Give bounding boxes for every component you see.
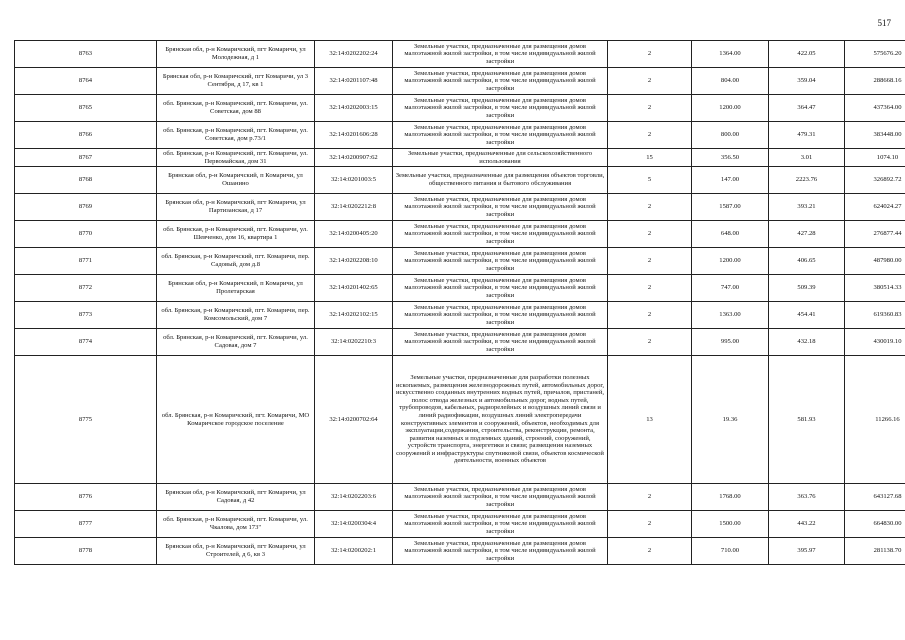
table-row [15,275,905,302]
cadastral-number-cell: 32:14:0202210:3 [315,329,393,356]
land-use-cell: Земельные участки, предназначенные для размещения домов малоэтажной жилой застройки, в том числе индивидуальной жилой застройки [393,95,608,122]
cadastral-value-cell: 326892.72 [845,167,905,194]
cadastral-number-cell: 32:14:0202203:6 [315,484,393,511]
row-number: 8764 [15,68,157,95]
land-use-cell: Земельные участки, предназначенные для размещения объектов торговли, общественного питания и бытового обслуживания [393,167,608,194]
specific-value-cell: 364.47 [769,95,845,122]
address-cell: обл. Брянская, р-н Комаричский, пгт. Комаричи, ул. Советская, дом р.73/1 [157,122,315,149]
cadastral-value-cell: 487980.00 [845,248,905,275]
row-number: 8772 [15,275,157,302]
area-cell: 1200.00 [692,95,769,122]
land-registry-table [14,40,905,565]
cadastral-value-cell: 437364.00 [845,95,905,122]
address-cell: Брянская обл, р-н Комаричский, пгт Комаричи, ул 3 Сентября, д 17, кв 1 [157,68,315,95]
row-number: 8775 [15,356,157,484]
cadastral-number-cell: 32:14:0201107:48 [315,68,393,95]
cadastral-number-cell: 32:14:0201402:65 [315,275,393,302]
group-number-cell: 15 [608,149,692,167]
row-number: 8771 [15,248,157,275]
cadastral-number-cell: 32:14:0201003:5 [315,167,393,194]
address-cell: Брянская обл, р-н Комаричский, пгт Комаричи, ул Партизанская, д 17 [157,194,315,221]
land-use-cell: Земельные участки, предназначенные для размещения домов малоэтажной жилой застройки, в том числе индивидуальной жилой застройки [393,511,608,538]
area-cell: 1200.00 [692,248,769,275]
address-cell: обл. Брянская, р-н Комаричский, пгт. Комаричи, ул. Первомайская, дом 31 [157,149,315,167]
group-number-cell: 2 [608,275,692,302]
table-row [15,95,905,122]
specific-value-cell: 2223.76 [769,167,845,194]
cadastral-number-cell: 32:14:0200304:4 [315,511,393,538]
address-cell: Брянская обл, р-н Комаричский, пгт Комаричи, ул Строителей, д 6, кв 3 [157,538,315,565]
specific-value-cell: 359.04 [769,68,845,95]
cadastral-number-cell: 32:14:0202202:24 [315,41,393,68]
row-number: 8778 [15,538,157,565]
cadastral-value-cell: 664830.00 [845,511,905,538]
land-use-cell: Земельные участки, предназначенные для размещения домов малоэтажной жилой застройки, в том числе индивидуальной жилой застройки [393,329,608,356]
row-number: 8769 [15,194,157,221]
cadastral-value-cell: 1074.10 [845,149,905,167]
land-use-cell: Земельные участки, предназначенные для размещения домов малоэтажной жилой застройки, в том числе индивидуальной жилой застройки [393,275,608,302]
specific-value-cell: 479.31 [769,122,845,149]
row-number: 8776 [15,484,157,511]
row-number: 8767 [15,149,157,167]
table-row [15,248,905,275]
row-number: 8774 [15,329,157,356]
land-use-cell: Земельные участки, предназначенные для разработки полезных ископаемых, размещения железнодорожных путей, автомобильных дорог, искусственно созданных внутренних водных путей, причалов, пристаней, полос отвода железных и автомобильных дорог, водных путей, трубопроводов, кабельных, радиорелейных и воздушных линий связи и линий радиофикации, воздушных линий электропередачи конструктивных элементов и сооружений, объектов, необходимых для эксплуатации,содержания, строительства, реконструкции, ремонта, развития наземных и подземных зданий, строений, сооружений, устройств транспорта, энергетики и связи; размещения наземных сооружений и инфраструктуры спутниковой связи, объектов космической деятельности, военных объектов [393,356,608,484]
table-row [15,484,905,511]
row-number: 8768 [15,167,157,194]
address-cell: Брянская обл, р-н Комаричский, пгт Комаричи, ул Молодежная, д 1 [157,41,315,68]
area-cell: 800.00 [692,122,769,149]
specific-value-cell: 395.97 [769,538,845,565]
specific-value-cell: 427.28 [769,221,845,248]
cadastral-value-cell: 380514.33 [845,275,905,302]
group-number-cell: 2 [608,248,692,275]
address-cell: Брянская обл, р-н Комаричский, п Комаричи, ул Ошанино [157,167,315,194]
land-use-cell: Земельные участки, предназначенные для размещения домов малоэтажной жилой застройки, в том числе индивидуальной жилой застройки [393,302,608,329]
address-cell: обл. Брянская, р-н Комаричский, пгт. Комаричи, ул. Садовая, дом 7 [157,329,315,356]
row-number: 8765 [15,95,157,122]
land-use-cell: Земельные участки, предназначенные для размещения домов малоэтажной жилой застройки, в том числе индивидуальной жилой застройки [393,41,608,68]
address-cell: обл. Брянская, р-н Комаричский, пгт. Комаричи, МО Комаричское городское поселение [157,356,315,484]
row-number: 8770 [15,221,157,248]
cadastral-value-cell: 276877.44 [845,221,905,248]
address-cell: обл. Брянская, р-н Комаричский, пгт. Комаричи, ул. Шевченко, дом 16, квартира 1 [157,221,315,248]
area-cell: 1364.00 [692,41,769,68]
group-number-cell: 2 [608,194,692,221]
cadastral-value-cell: 624024.27 [845,194,905,221]
specific-value-cell: 432.18 [769,329,845,356]
land-use-cell: Земельные участки, предназначенные для размещения домов малоэтажной жилой застройки, в том числе индивидуальной жилой застройки [393,221,608,248]
cadastral-number-cell: 32:14:0202212:8 [315,194,393,221]
table-row [15,511,905,538]
page-number: 517 [877,18,891,28]
group-number-cell: 2 [608,538,692,565]
cadastral-value-cell: 288668.16 [845,68,905,95]
cadastral-number-cell: 32:14:0200202:1 [315,538,393,565]
cadastral-value-cell: 281138.70 [845,538,905,565]
address-cell: обл. Брянская, р-н Комаричский, пгт. Комаричи, ул. Чкалова, дом 173" [157,511,315,538]
group-number-cell: 2 [608,41,692,68]
specific-value-cell: 393.21 [769,194,845,221]
group-number-cell: 2 [608,221,692,248]
area-cell: 804.00 [692,68,769,95]
group-number-cell: 5 [608,167,692,194]
area-cell: 1587.00 [692,194,769,221]
address-cell: обл. Брянская, р-н Комаричский, пгт. Комаричи, пер. Комсомольский, дом 7 [157,302,315,329]
cadastral-value-cell: 430019.10 [845,329,905,356]
table-row [15,221,905,248]
group-number-cell: 2 [608,511,692,538]
land-use-cell: Земельные участки, предназначенные для размещения домов малоэтажной жилой застройки, в том числе индивидуальной жилой застройки [393,484,608,511]
land-use-cell: Земельные участки, предназначенные для размещения домов малоэтажной жилой застройки, в том числе индивидуальной жилой застройки [393,122,608,149]
table-row [15,329,905,356]
table-row [15,194,905,221]
land-use-cell: Земельные участки, предназначенные для размещения домов малоэтажной жилой застройки, в том числе индивидуальной жилой застройки [393,248,608,275]
cadastral-value-cell: 11266.16 [845,356,905,484]
row-number: 8773 [15,302,157,329]
cadastral-value-cell: 575676.20 [845,41,905,68]
table-row [15,167,905,194]
cadastral-number-cell: 32:14:0200907:62 [315,149,393,167]
row-number: 8763 [15,41,157,68]
table-body [15,41,905,565]
address-cell: Брянская обл, р-н Комаричский, п Комаричи, ул Пролетарская [157,275,315,302]
table-row [15,302,905,329]
cadastral-value-cell: 383448.00 [845,122,905,149]
cadastral-number-cell: 32:14:0202208:10 [315,248,393,275]
table-row [15,149,905,167]
cadastral-number-cell: 32:14:0200405:20 [315,221,393,248]
group-number-cell: 2 [608,95,692,122]
group-number-cell: 2 [608,329,692,356]
area-cell: 710.00 [692,538,769,565]
cadastral-number-cell: 32:14:0202102:15 [315,302,393,329]
area-cell: 1500.00 [692,511,769,538]
area-cell: 747.00 [692,275,769,302]
group-number-cell: 13 [608,356,692,484]
table-row [15,538,905,565]
cadastral-number-cell: 32:14:0202003:15 [315,95,393,122]
group-number-cell: 2 [608,122,692,149]
cadastral-value-cell: 619360.83 [845,302,905,329]
address-cell: обл. Брянская, р-н Комаричский, пгт. Комаричи, ул. Советская, дом 88 [157,95,315,122]
specific-value-cell: 509.39 [769,275,845,302]
address-cell: Брянская обл, р-н Комаричский, пгт Комаричи, ул Садовая, д 42 [157,484,315,511]
area-cell: 648.00 [692,221,769,248]
cadastral-number-cell: 32:14:0200702:64 [315,356,393,484]
specific-value-cell: 406.65 [769,248,845,275]
specific-value-cell: 454.41 [769,302,845,329]
area-cell: 147.00 [692,167,769,194]
specific-value-cell: 581.93 [769,356,845,484]
row-number: 8766 [15,122,157,149]
area-cell: 995.00 [692,329,769,356]
row-number: 8777 [15,511,157,538]
land-use-cell: Земельные участки, предназначенные для сельскохозяйственного использования [393,149,608,167]
specific-value-cell: 363.76 [769,484,845,511]
specific-value-cell: 443.22 [769,511,845,538]
group-number-cell: 2 [608,302,692,329]
specific-value-cell: 422.05 [769,41,845,68]
group-number-cell: 2 [608,484,692,511]
address-cell: обл. Брянская, р-н Комаричский, пгт. Комаричи, пер. Садовый, дом д.8 [157,248,315,275]
specific-value-cell: 3.01 [769,149,845,167]
area-cell: 356.50 [692,149,769,167]
area-cell: 1768.00 [692,484,769,511]
table-row [15,122,905,149]
group-number-cell: 2 [608,68,692,95]
land-use-cell: Земельные участки, предназначенные для размещения домов малоэтажной жилой застройки, в том числе индивидуальной жилой застройки [393,538,608,565]
table-row [15,41,905,68]
table-row [15,68,905,95]
cadastral-value-cell: 643127.68 [845,484,905,511]
area-cell: 1363.00 [692,302,769,329]
table-row [15,356,905,484]
area-cell: 19.36 [692,356,769,484]
cadastral-number-cell: 32:14:0201606:28 [315,122,393,149]
land-use-cell: Земельные участки, предназначенные для размещения домов малоэтажной жилой застройки, в том числе индивидуальной жилой застройки [393,194,608,221]
land-use-cell: Земельные участки, предназначенные для размещения домов малоэтажной жилой застройки, в том числе индивидуальной жилой застройки [393,68,608,95]
